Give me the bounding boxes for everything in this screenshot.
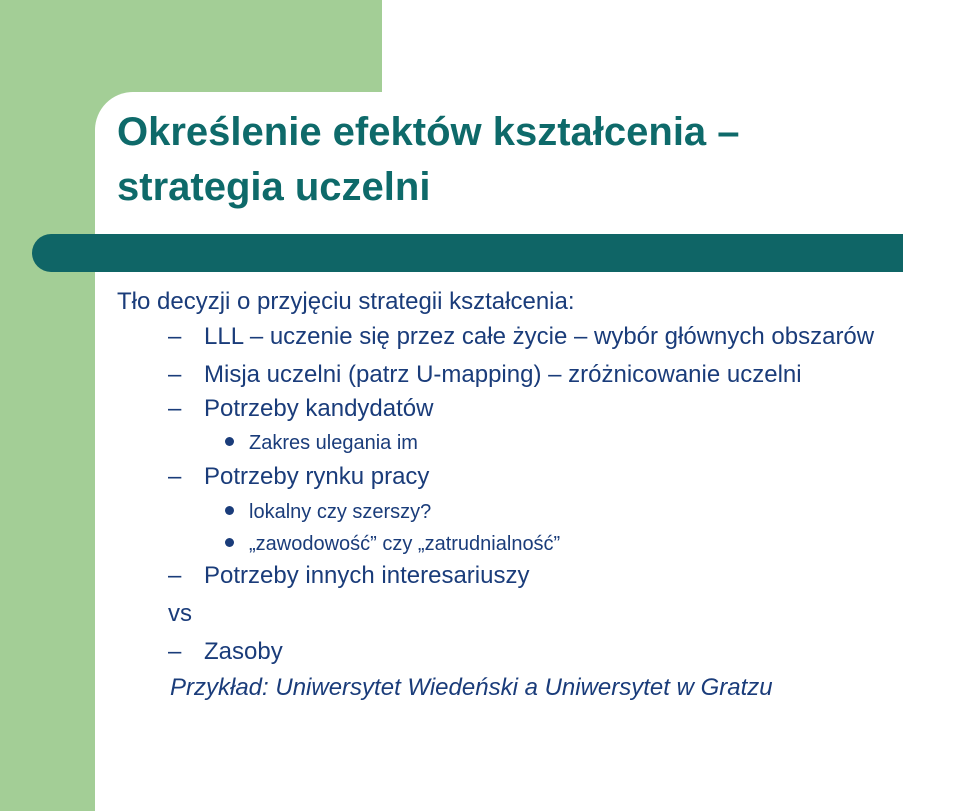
body-item-10 [168, 599, 192, 629]
dot-bullet [225, 506, 234, 515]
body-item-1 [117, 287, 575, 317]
title-line-1: Określenie efektów kształcenia – [117, 110, 740, 154]
title-line-2: strategia uczelni [117, 165, 431, 209]
body-item-11 [168, 637, 283, 667]
dash-bullet: – [168, 395, 182, 422]
item-text: Przykład: Uniwersytet Wiedeński a Uniwersytet w Gratzu [170, 674, 773, 701]
body-item-4 [168, 394, 433, 424]
item-text: LLL – uczenie się przez całe życie – wybór głównych obszarów [204, 323, 875, 350]
item-text: vs [168, 600, 192, 627]
item-text: Zasoby [204, 638, 283, 665]
body-item-3 [168, 360, 802, 390]
body-item-2 [168, 322, 874, 352]
body-item-5 [225, 430, 418, 456]
body-item-9 [168, 561, 529, 591]
item-text: Potrzeby innych interesariuszy [204, 562, 530, 589]
item-text: Potrzeby rynku pracy [204, 463, 430, 490]
body-item-7 [225, 499, 431, 525]
dash-bullet: – [168, 323, 182, 350]
body-item-12 [170, 673, 773, 703]
dash-bullet: – [168, 361, 182, 388]
body-item-8 [225, 531, 560, 557]
item-text: Zakres ulegania im [249, 432, 418, 454]
dash-bullet: – [168, 562, 182, 589]
body-item-6 [168, 462, 429, 492]
item-text: Potrzeby kandydatów [204, 395, 434, 422]
dash-bullet: – [168, 638, 182, 665]
item-text: „zawodowość” czy „zatrudnialność” [249, 533, 561, 555]
item-text: Misja uczelni (patrz U-mapping) – zróżnicowanie uczelni [204, 361, 802, 388]
item-text: lokalny czy szerszy? [249, 501, 432, 523]
dash-bullet: – [168, 463, 182, 490]
dot-bullet [225, 538, 234, 547]
item-text: Tło decyzji o przyjęciu strategii kształcenia: [117, 288, 575, 315]
dot-bullet [225, 437, 234, 446]
